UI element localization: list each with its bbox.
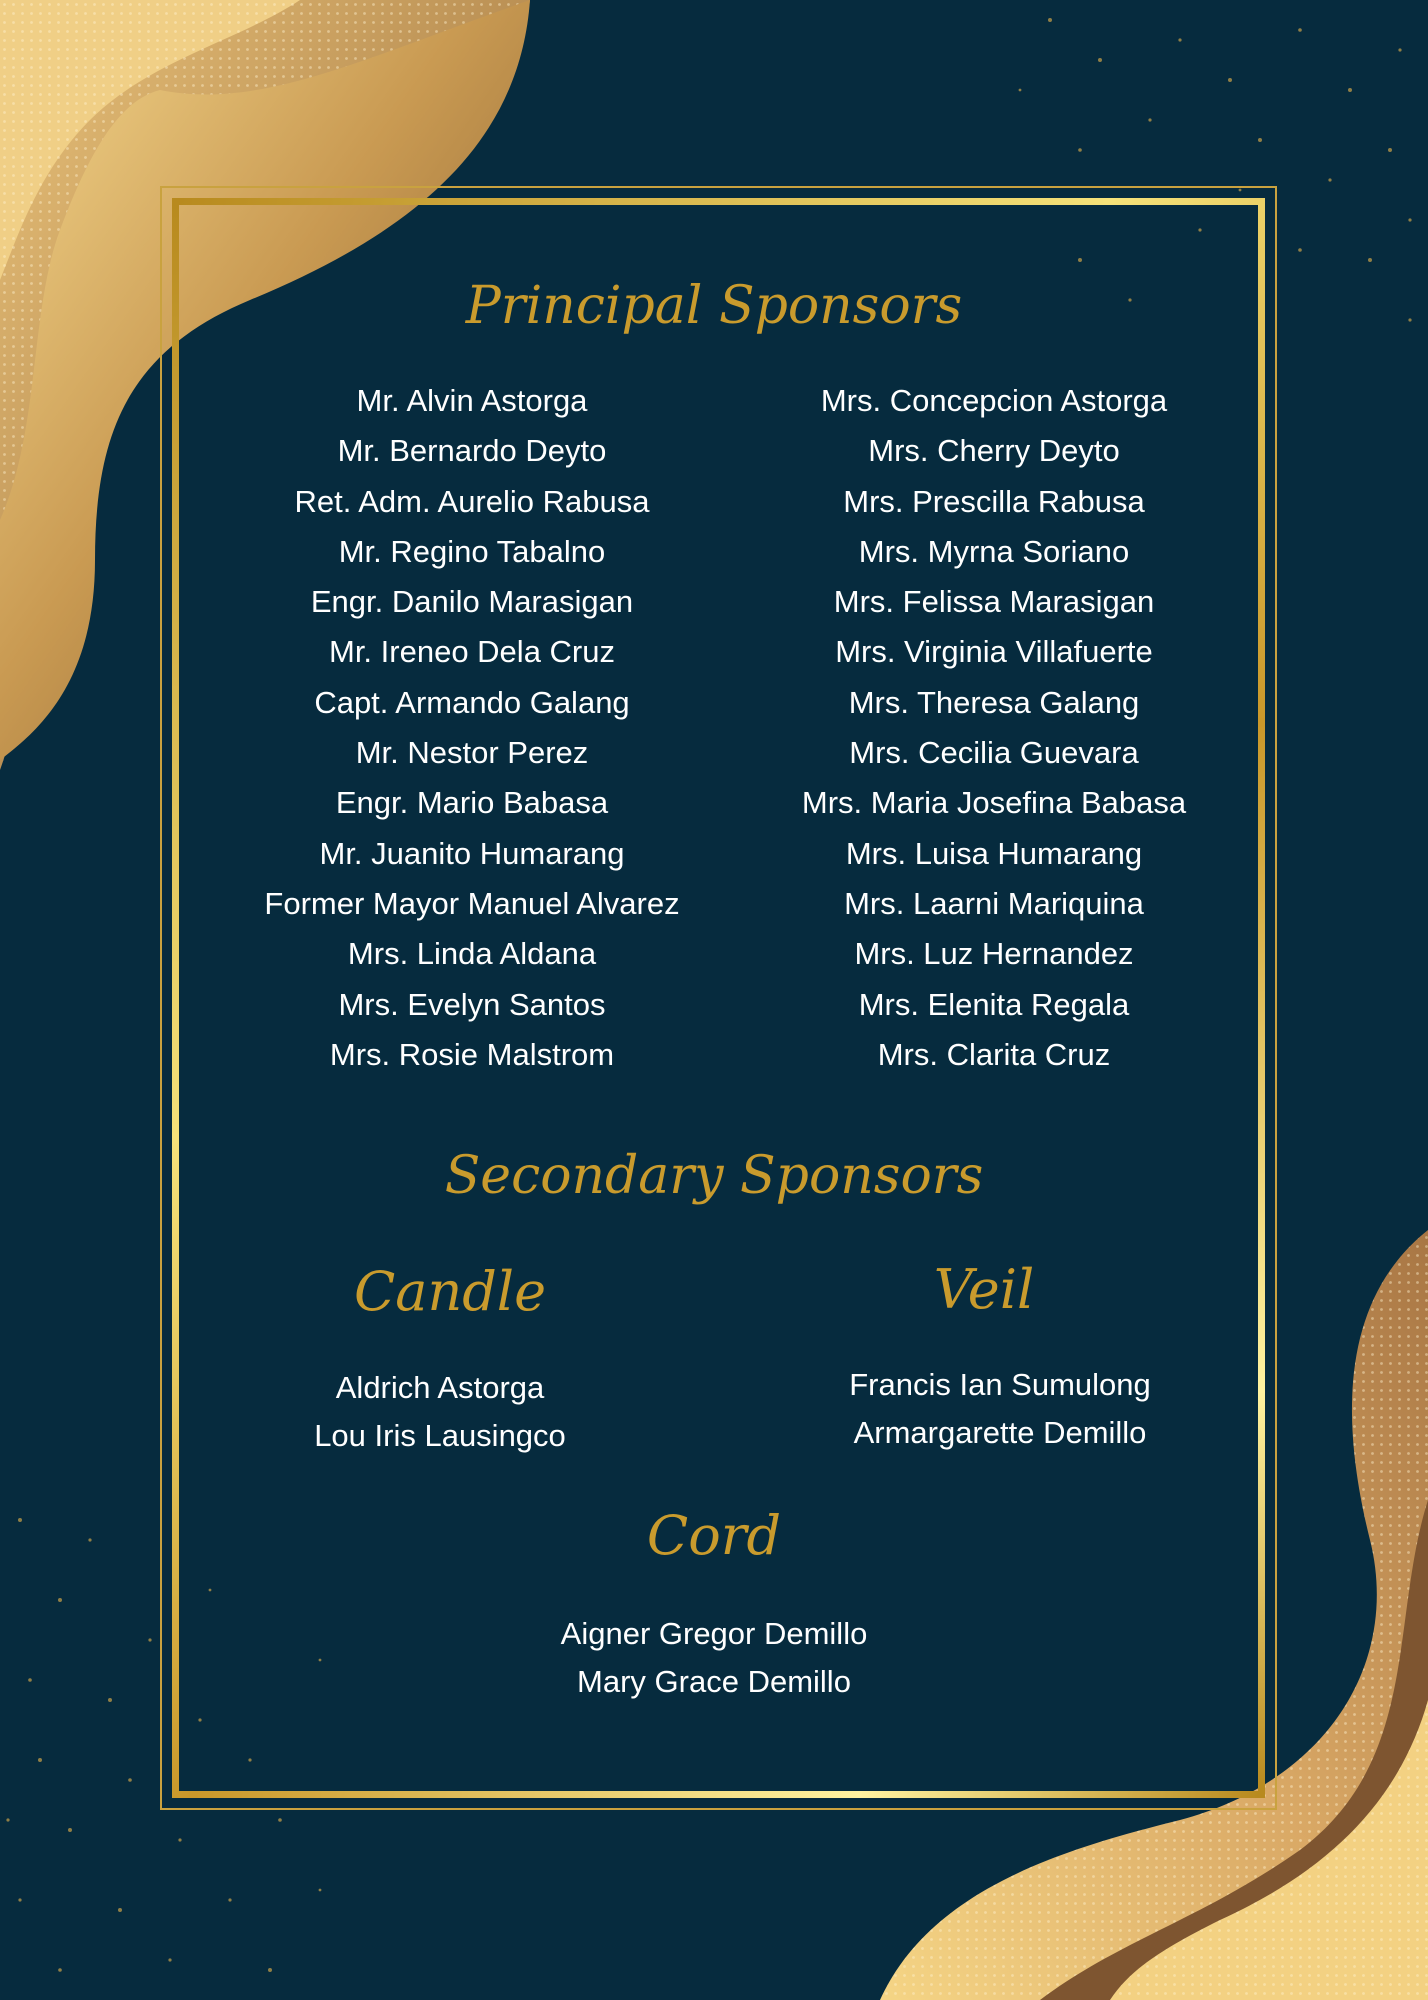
sponsor-name: Mrs. Rosie Malstrom [329, 1036, 615, 1072]
cord-heading: Cord [646, 1504, 782, 1567]
candle-sponsors [240, 1364, 640, 1460]
sponsor-name: Mary Grace Demillo [577, 1664, 851, 1699]
sponsor-name: Mrs. Felissa Marasigan [833, 584, 1155, 620]
sponsor-name: Mrs. Theresa Galang [848, 684, 1140, 720]
sponsor-name: Lou Iris Lausingco [314, 1418, 566, 1453]
sponsor-name: Engr. Danilo Marasigan [310, 584, 634, 620]
principal-sponsors-left-column [200, 376, 744, 1080]
sponsor-name: Mrs. Elenita Regala [858, 986, 1130, 1022]
sponsor-name: Mrs. Maria Josefina Babasa [801, 785, 1187, 821]
sponsor-name: Mrs. Luz Hernandez [854, 936, 1134, 972]
sponsor-name: Mrs. Clarita Cruz [877, 1036, 1111, 1072]
sponsor-name: Mr. Ireneo Dela Cruz [329, 634, 615, 670]
sponsor-name: Mr. Regino Tabalno [338, 533, 606, 569]
sponsor-name: Aldrich Astorga [335, 1370, 545, 1405]
principal-sponsors-heading: Principal Sponsors [465, 276, 963, 336]
sponsor-name: Mrs. Cherry Deyto [868, 433, 1120, 469]
sponsor-name: Mr. Nestor Perez [355, 735, 589, 771]
sponsor-name: Mrs. Prescilla Rabusa [843, 483, 1145, 519]
sponsor-name: Mrs. Laarni Mariquina [844, 885, 1144, 921]
veil-sponsors [780, 1361, 1220, 1457]
sponsor-name: Francis Ian Sumulong [849, 1367, 1151, 1402]
principal-sponsors-right-column [744, 376, 1244, 1080]
candle-heading: Candle [353, 1260, 547, 1323]
sponsor-name: Capt. Armando Galang [314, 684, 630, 720]
sponsor-name: Mrs. Virginia Villafuerte [835, 634, 1153, 670]
sponsor-name: Mrs. Luisa Humarang [845, 835, 1143, 871]
sponsor-name: Mrs. Concepcion Astorga [820, 383, 1168, 418]
sponsor-name: Mrs. Cecilia Guevara [849, 735, 1139, 771]
secondary-sponsors-heading: Secondary Sponsors [444, 1146, 984, 1206]
sponsor-name: Engr. Mario Babasa [335, 785, 609, 821]
sponsor-name: Mrs. Linda Aldana [347, 936, 597, 972]
sponsor-name: Mr. Juanito Humarang [319, 835, 625, 871]
sponsor-name: Mrs. Myrna Soriano [858, 533, 1130, 569]
sponsor-name: Armargarette Demillo [853, 1415, 1147, 1450]
veil-heading: Veil [933, 1258, 1035, 1321]
sponsor-name: Aigner Gregor Demillo [560, 1616, 868, 1651]
sponsor-name: Mr. Alvin Astorga [356, 383, 588, 418]
sponsor-name: Mrs. Evelyn Santos [338, 986, 606, 1022]
cord-sponsors [464, 1610, 964, 1706]
sponsor-name: Mr. Bernardo Deyto [337, 433, 607, 469]
sponsor-name: Ret. Adm. Aurelio Rabusa [294, 483, 650, 519]
sponsor-name: Former Mayor Manuel Alvarez [264, 885, 680, 921]
